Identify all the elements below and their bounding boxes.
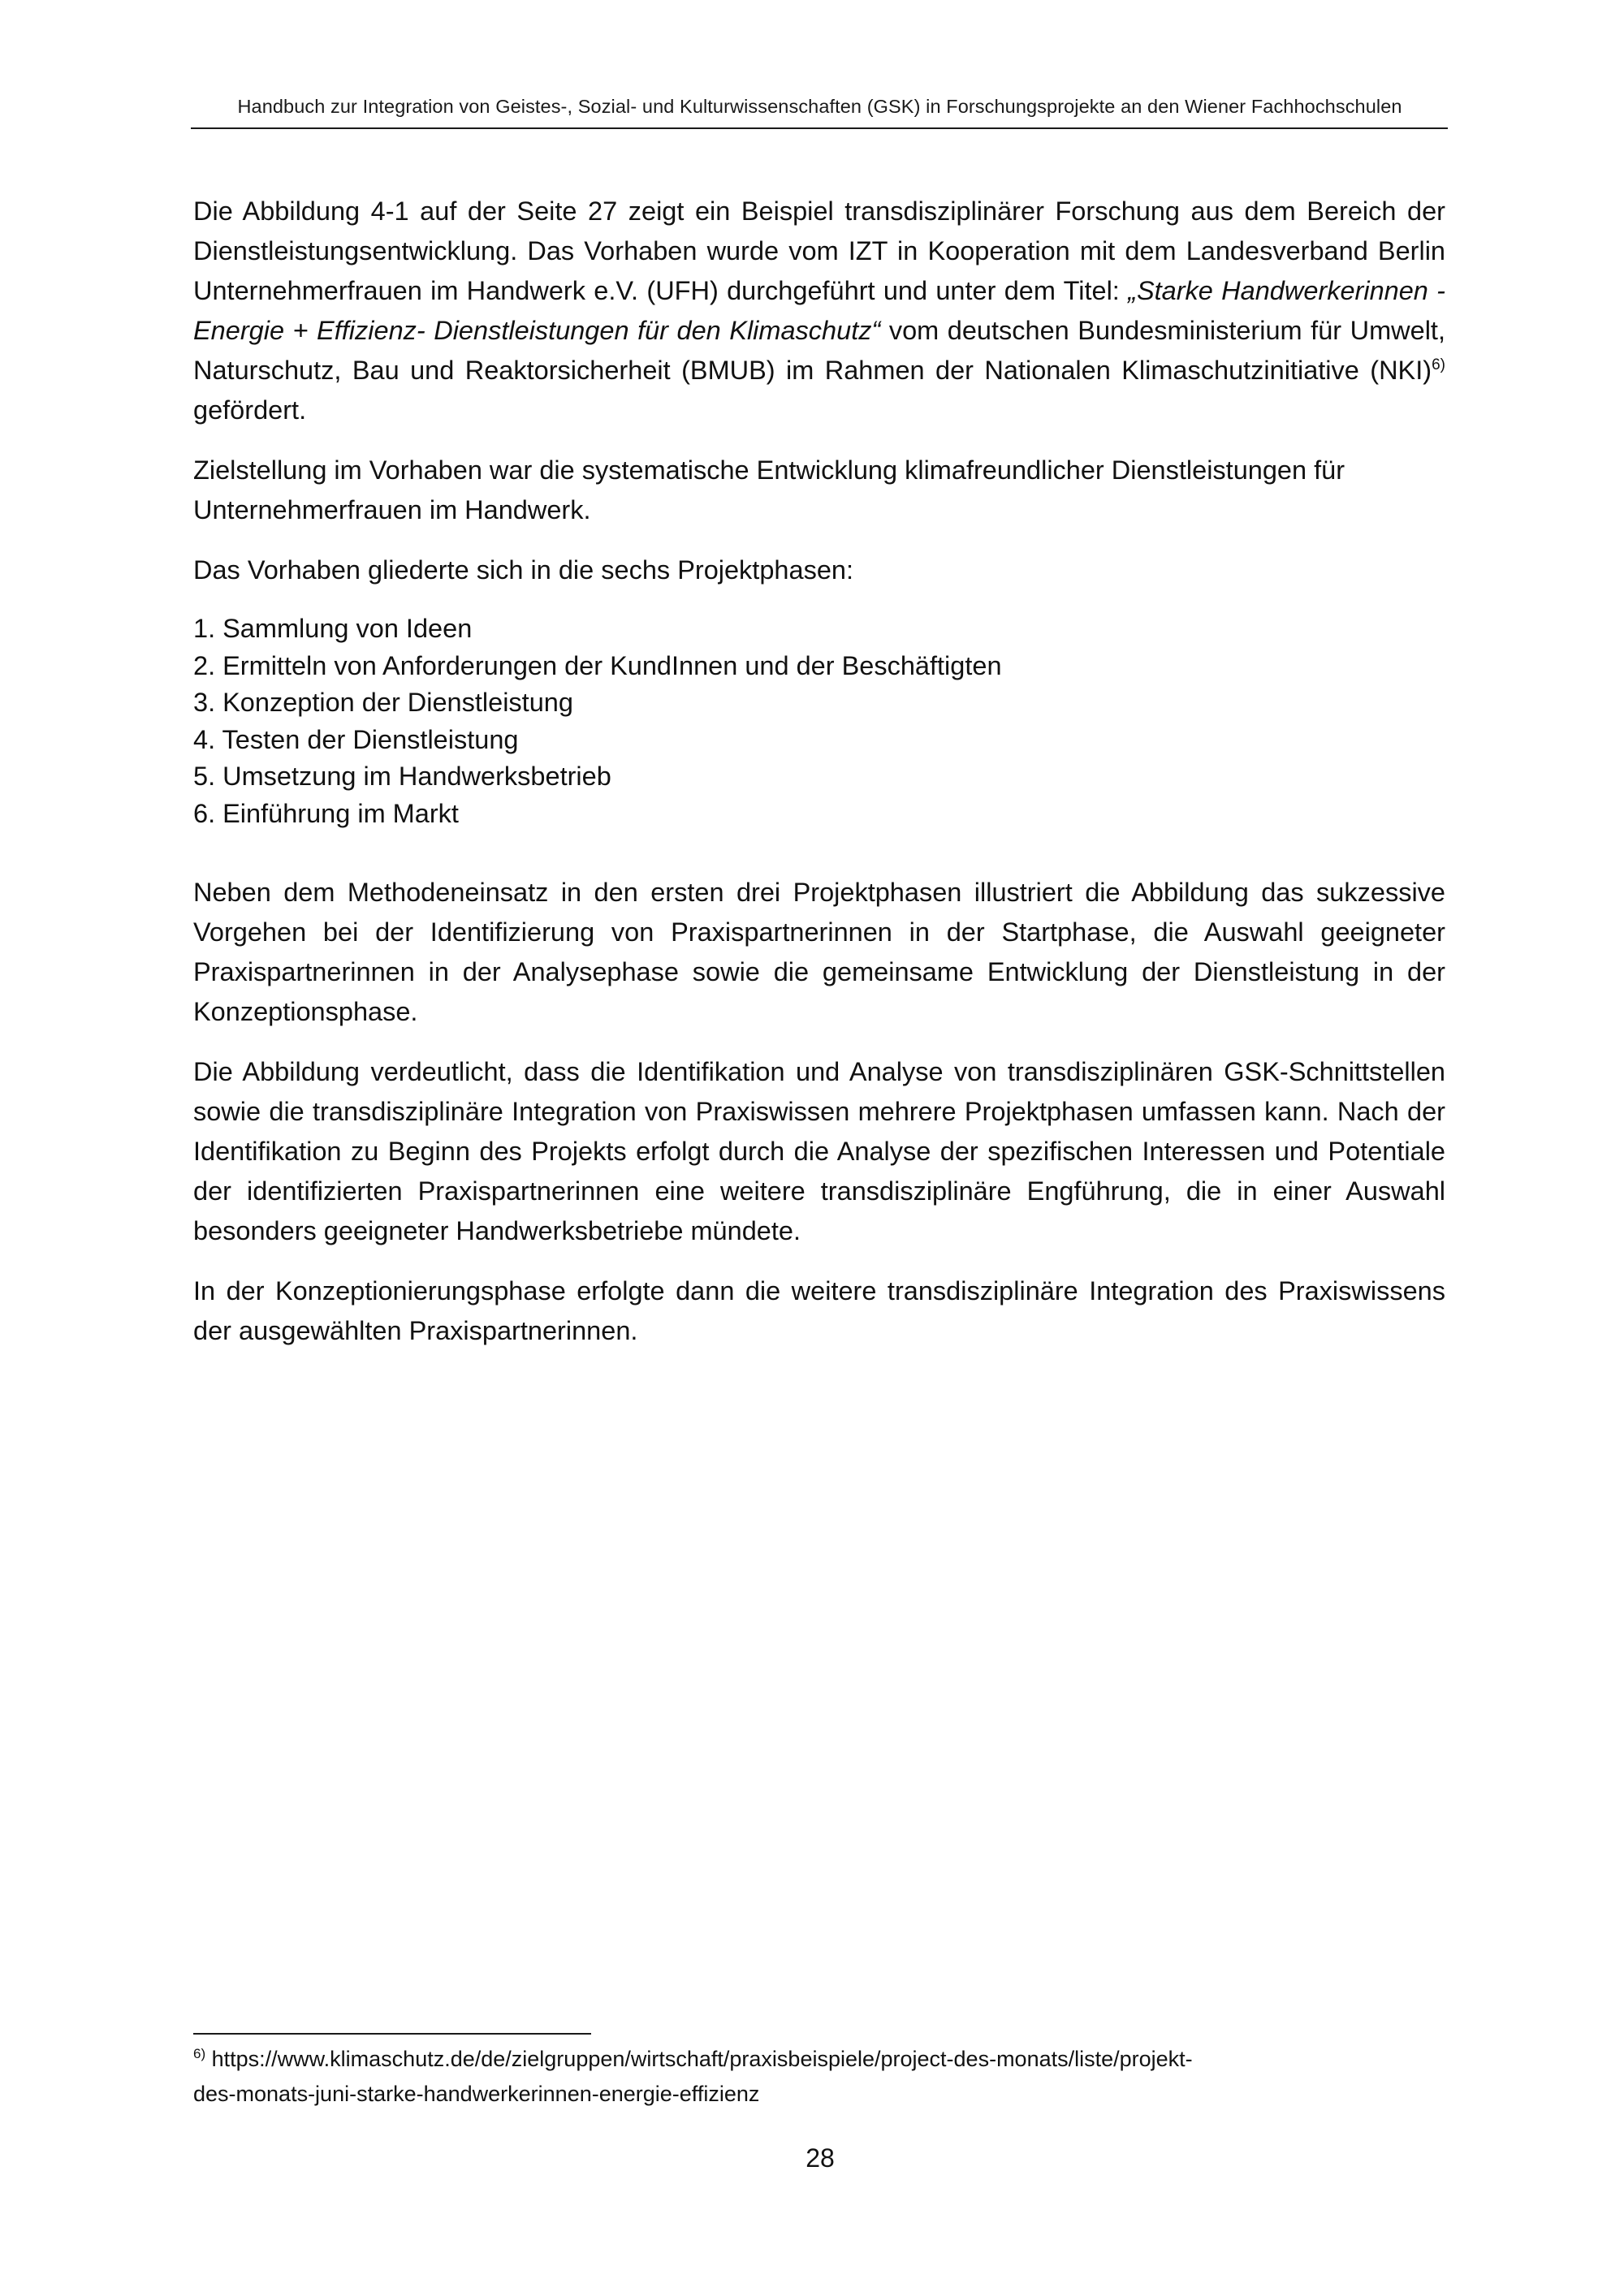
- project-title: „Starke Handwerkerinnen - Energie + Effizienz- Dienstleistungen für den Klimaschutz“: [193, 276, 1445, 345]
- body-text: [193, 192, 1445, 1371]
- paragraph-conception: In der Konzeptionierungsphase erfolgte dann die weitere transdisziplinäre Integration des Praxiswissens der ausgewählten Praxispartnerinnen.: [193, 1276, 1445, 1345]
- paragraph-intro-text-3: gefördert.: [193, 395, 307, 425]
- footnote-link-line-2[interactable]: des-monats-juni-starke-handwerkerinnen-energie-effizienz: [193, 2082, 760, 2106]
- paragraph-illustration: Die Abbildung verdeutlicht, dass die Identifikation und Analyse von transdisziplinären GSK-Schnittstellen sowie die transdisziplinäre Integration von Praxiswissen mehrere Projektphasen umfassen kann. Nach der Identifikation zu Beginn des Projekts erfolgt durch die Analyse der spezifischen Interessen und Potentiale der identifizierten Praxispartnerinnen eine weitere transdisziplinäre Engführung, die in einer Auswahl besonders geeigneter Handwerksbetriebe mündete.: [193, 1057, 1445, 1245]
- list-item: 2. Ermitteln von Anforderungen der KundInnen und der Beschäftigten: [193, 650, 1002, 680]
- footnote-marker: 6): [193, 2046, 206, 2061]
- paragraph-phases-intro: Das Vorhaben gliederte sich in die sechs Projektphasen:: [193, 555, 853, 585]
- paragraph-intro-text: Die Abbildung 4-1 auf der Seite 27 zeigt ein Beispiel transdisziplinärer Forschung aus dem Bereich der Dienstleistungsentwicklung. Das Vorhaben wurde vom IZT in Kooperation mit dem Landesverband Berlin Unternehmerfrauen im Handwerk e.V. (UFH) durchgeführt und unter dem Titel:: [193, 196, 1445, 305]
- list-item: 6. Einführung im Markt: [193, 798, 459, 828]
- running-header: Handbuch zur Integration von Geistes-, Sozial- und Kulturwissenschaften (GSK) in Forschungsprojekte an den Wiener Fachhochschulen: [237, 96, 1402, 117]
- paragraph-intro-text-2: vom deutschen Bundesministerium für Umwelt, Naturschutz, Bau und Reaktorsicherheit (BMUB) im Rahmen der Nationalen Klimaschutzinitiative (NKI): [193, 316, 1445, 385]
- header-rule: [191, 127, 1448, 129]
- phase-list: [193, 611, 1445, 832]
- footnote-rule: [193, 2033, 591, 2035]
- footnote-link-line-1[interactable]: https://www.klimaschutz.de/de/zielgruppen/wirtschaft/praxisbeispiele/project-des-monats/liste/projekt-: [205, 2047, 1193, 2071]
- paragraph-intro: [193, 192, 1445, 430]
- list-item: 5. Umsetzung im Handwerksbetrieb: [193, 762, 611, 791]
- list-item: 3. Konzeption der Dienstleistung: [193, 688, 573, 717]
- list-item: 4. Testen der Dienstleistung: [193, 724, 519, 754]
- paragraph-methods: Neben dem Methodeneinsatz in den ersten drei Projektphasen illustriert die Abbildung das sukzessive Vorgehen bei der Identifizierung von Praxispartnerinnen in der Startphase, die Auswahl geeigneter Praxispartnerinnen in der Analysephase sowie die gemeinsame Entwicklung der Dienstleistung in der Konzeptionsphase.: [193, 878, 1445, 1026]
- page-number: 28: [806, 2143, 835, 2173]
- paragraph-objective: Zielstellung im Vorhaben war die systematische Entwicklung klimafreundlicher Dienstleistungen für Unternehmerfrauen im Handwerk.: [193, 455, 1345, 524]
- footnote-reference[interactable]: 6): [1432, 356, 1445, 374]
- list-item: 1. Sammlung von Ideen: [193, 614, 473, 643]
- footnote: [193, 2042, 1448, 2112]
